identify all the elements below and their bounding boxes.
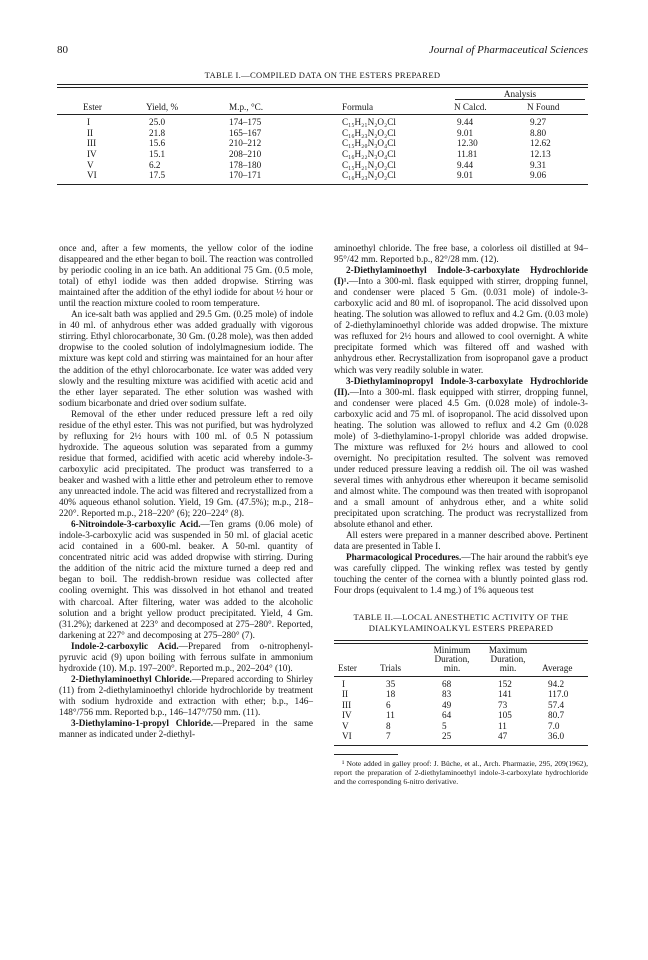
- table2-header-cell: Minimum Duration, min.: [433, 644, 471, 673]
- section-heading: 6-Nitroindole-3-carboxylic Acid.: [71, 520, 201, 531]
- section-heading: 2-Diethylaminoethyl Chloride.: [71, 674, 192, 685]
- table2-cell: 25: [442, 731, 452, 742]
- table1-cell: V: [87, 159, 94, 170]
- table2-cell: IV: [342, 710, 352, 721]
- table2-cell: 5: [442, 720, 447, 731]
- table1-header-cell: Yield, %: [146, 102, 179, 112]
- table2-body: [334, 679, 588, 743]
- table2-header: [334, 644, 588, 676]
- table1-bottom-rule: [57, 184, 588, 185]
- table1-cell: 15.1: [149, 149, 166, 160]
- paragraph: 3-Diethylamino-1-propyl Chloride.—Prepared in the same manner as indicated under 2-diethyl-: [59, 719, 313, 741]
- table2-header-cell: Trials: [380, 662, 402, 673]
- table1-cell: 8.80: [530, 127, 547, 138]
- table1-cell: 25.0: [149, 117, 166, 127]
- section-heading: Indole-2-carboxylic Acid.: [71, 641, 179, 652]
- table2-cell: I: [342, 678, 346, 689]
- table2-cell: 141: [498, 689, 512, 700]
- table1-caption: TABLE I.—COMPILED DATA ON THE ESTERS PREPARED: [204, 70, 441, 80]
- table1-cell: 9.31: [530, 159, 547, 170]
- table2-cell: 73: [498, 699, 508, 710]
- footnote: ¹ Note added in galley proof: J. Büche, et al., Arch. Pharmazie, 295, 209(1962), report the preparation of 2-diethylaminoethyl indole-3-carboxylate hydrochloride and the corresponding 6-nitro derivative.: [334, 759, 588, 787]
- table2: [334, 640, 588, 747]
- page-header: [57, 44, 588, 60]
- table2-cell: 105: [498, 710, 512, 721]
- table1-cell: 178–180: [229, 159, 262, 170]
- table2-bottom-rule: [334, 745, 588, 746]
- paragraph: once and, after a few moments, the yellow color of the iodine disappeared and the ether began to boil. The reaction was controlled by periodic cooling in an ice bath. An additional 75 Gm. (0.5 mole, total) of ethyl iodide was then added dropwise. Stirring was maintained after the addition of the ethyl iodide for about ½ hour or until the reaction mixture cooled to room temperature.: [59, 244, 313, 310]
- table1-cell: C₁₆H₂₂N₃O₄Cl: [342, 149, 396, 160]
- table1-row: [57, 128, 588, 139]
- table1-cell: 210–212: [229, 138, 262, 149]
- table2-row: [334, 710, 588, 721]
- table2-cell: 80.7: [548, 710, 565, 721]
- table1-cell: 9.44: [457, 117, 474, 127]
- section-heading: 3-Diethylaminopropyl Indole-3-carboxylate Hydrochloride (II).: [334, 376, 588, 398]
- paragraph: 6-Nitroindole-3-carboxylic Acid.—Ten grams (0.06 mole) of indole-3-carboxylic acid was suspended in 50 ml. of glacial acetic acid contained in a 600-ml. beaker. A 50-ml. quantity of concentrated nitric acid was added dropwise with stirring. During the addition of the nitric acid the mixture turned a deep red and began to boil. The reddish-brown residue was collected after cooling overnight. This was dissolved in hot ethanol and treated with charcoal. After filtering, water was added to the alcoholic solution and a bright yellow product precipitated. Yield, 4 Gm. (31.2%); darkened at 223° and decomposed at 275–280°. Reported, darkening at 227° and decomposing at 275–280° (7).: [59, 520, 313, 641]
- paragraph: An ice-salt bath was applied and 29.5 Gm. (0.25 mole) of indole in 40 ml. of anhydrous ether was added gradually with vigorous stirring. Ethyl chlorocarbonate, 30 Gm. (0.28 mole), was then added dropwise to the cooled solution of indolylmagnesium iodide. The mixture was kept cold and stirring was maintained for an hour after the addition of the ethyl chlorocarbonate. Ice water was added very slowly and the resulting mixture was acidified with acetic acid and the ether layer separated. The ether solution was washed with sodium bicarbonate and dried over sodium sulfate.: [59, 310, 313, 409]
- table2-row: [334, 689, 588, 700]
- table1: [57, 84, 588, 185]
- table1-cell: C₁₆H₂₃N₂O₂Cl: [342, 127, 396, 138]
- table1-cell: C₁₅H₂₁N₂O₂Cl: [342, 117, 396, 127]
- paragraph: All esters were prepared in a manner described above. Pertinent data are presented in Table I.: [334, 531, 588, 553]
- paragraph: Removal of the ether under reduced pressure left a red oily residue of the ethyl ester. This was not purified, but was hydrolyzed by refluxing for 2½ hours with 100 ml. of 0.5 N potassium hydroxide. The aqueous solution was separated from a gummy residue that formed, acidified with acetic acid whereby indole-3-carboxylic acid precipitated. The product was transferred to a beaker and washed with a little ether and petroleum ether to remove any unreacted indole. The acid was filtered and recrystallized from a 40% aqueous ethanol solution. Yield, 19 Gm. (47.5%); m.p., 218–220°. Reported m.p., 218–220° (6); 220–224° (8).: [59, 409, 313, 520]
- table1-cell: 17.5: [149, 170, 166, 181]
- table1-cell: IV: [87, 149, 97, 160]
- table1-analysis-label: Analysis: [455, 90, 585, 100]
- table2-cell: 6: [386, 699, 391, 710]
- section-heading: Pharmacological Procedures.: [346, 553, 462, 564]
- paragraph: aminoethyl chloride. The free base, a colorless oil distilled at 94–95°/42 mm. Reported b.p., 82°/28 mm. (12).: [334, 244, 588, 266]
- table2-cell: 35: [386, 678, 396, 689]
- table1-cell: 15.6: [149, 138, 166, 149]
- table1-cell: 170–171: [229, 170, 262, 181]
- page-number: 80: [57, 44, 68, 56]
- table2-row: [334, 731, 588, 742]
- table1-header-cell: Ester: [83, 102, 102, 112]
- table1-header-cell: Formula: [342, 102, 374, 112]
- table1-cell: 12.30: [457, 138, 478, 149]
- table2-cell: 64: [442, 710, 452, 721]
- table1-header-cell: M.p., °C.: [229, 102, 264, 112]
- table2-row: [334, 700, 588, 711]
- table2-cell: 11: [386, 710, 395, 721]
- table2-header-cell: Ester: [338, 662, 357, 673]
- table2-cell: III: [342, 699, 352, 710]
- table2-cell: 49: [442, 699, 452, 710]
- table2-caption: TABLE II.—LOCAL ANESTHETIC ACTIVITY OF THE DIALKYLAMINOALKYL ESTERS PREPARED: [353, 611, 569, 633]
- table2-cell: 8: [386, 720, 391, 731]
- table1-cell: 9.27: [530, 117, 547, 127]
- table1-row: [57, 149, 588, 160]
- table2-cell: II: [342, 689, 349, 700]
- table2-header-cell: Average: [542, 662, 573, 673]
- table1-row: [57, 117, 588, 128]
- journal-title: Journal of Pharmaceutical Sciences: [428, 44, 588, 56]
- table2-cell: 36.0: [548, 731, 565, 742]
- table1-cell: II: [87, 127, 94, 138]
- table2-cell: VI: [342, 731, 352, 742]
- table2-cell: 117.0: [548, 689, 569, 700]
- table2-top-rule: [334, 640, 588, 641]
- table2-cell: 7.0: [548, 720, 560, 731]
- table1-cell: 208–210: [229, 149, 262, 160]
- table1-cell: III: [87, 138, 97, 149]
- paragraph: Indole-2-carboxylic Acid.—Prepared from o-nitrophenyl-pyruvic acid (9) upon boiling with ferrous sulfate in ammonium hydroxide (10). M.p. 197–200°. Reported m.p., 202–204° (10).: [59, 641, 313, 674]
- paragraph: Pharmacological Procedures.—The hair around the rabbit's eye was carefully clipped. The winking reflex was tested by gently touching the center of the cornea with a bluntly pointed glass rod. Four drops (equivalent to 1.4 mg.) of 1% aqueous test: [334, 553, 588, 597]
- section-heading: 3-Diethylamino-1-propyl Chloride.: [71, 719, 214, 730]
- table2-cell: V: [342, 720, 349, 731]
- table1-cell: 174–175: [229, 117, 262, 127]
- table1-row: [57, 138, 588, 149]
- section-heading: 2-Diethylaminoethyl Indole-3-carboxylate Hydrochloride (I)¹.: [334, 266, 588, 288]
- table2-row: [334, 721, 588, 732]
- table1-cell: 12.62: [530, 138, 551, 149]
- table1-body: [57, 117, 588, 181]
- table2-header-cell: Maximum Duration, min.: [488, 644, 528, 673]
- left-column: [59, 244, 313, 741]
- table2-cell: 152: [498, 678, 512, 689]
- table1-header-cell: N Calcd.: [454, 102, 487, 112]
- table2-row: [334, 679, 588, 690]
- table1-row: [57, 160, 588, 171]
- table1-cell: 11.81: [457, 149, 478, 160]
- table1-cell: 9.01: [457, 170, 474, 181]
- table1-header-cell: N Found: [527, 102, 560, 112]
- right-column: [334, 244, 588, 787]
- table2-cell: 68: [442, 678, 452, 689]
- table1-cell: C₁₅H₂₀N₃O₄Cl: [342, 138, 396, 149]
- paragraph: 2-Diethylaminoethyl Indole-3-carboxylate Hydrochloride (I)¹.—Into a 300-ml. flask equipped with stirrer, dropping funnel, and condenser were placed 5 Gm. (0.031 mole) of indole-3-carboxylic acid and 80 ml. of isopropanol. The acid dissolved upon heating. The solution was allowed to reflux and 4.2 Gm. (0.03 mole) of 2-diethylaminoethyl chloride was added dropwise. The mixture was refluxed for 2½ hours and allowed to cool overnight. A white precipitate formed which was filtered off and washed with anhydrous ether. Recrystallization from isopropanol gave a product which was very readily soluble in water.: [334, 266, 588, 376]
- table1-cell: 9.01: [457, 127, 474, 138]
- table1-cell: C₁₅H₂₁N₂O₂Cl: [342, 159, 396, 170]
- table1-cell: 6.2: [149, 159, 161, 170]
- table1-header: [57, 88, 588, 114]
- table2-cell: 57.4: [548, 699, 565, 710]
- table2-cell: 47: [498, 731, 508, 742]
- table2-cell: 18: [386, 689, 396, 700]
- table1-cell: C₁₆H₂₃N₂O₂Cl: [342, 170, 396, 181]
- table2-cell: 11: [498, 720, 507, 731]
- table2-cell: 94.2: [548, 678, 565, 689]
- footnote-rule: [334, 754, 398, 755]
- table1-row: [57, 170, 588, 181]
- paragraph: 3-Diethylaminopropyl Indole-3-carboxylate Hydrochloride (II).—Into a 300-ml. flask equipped with stirrer, dropping funnel, and condenser were placed 4.5 Gm. (0.028 mole) of indole-3-carboxylic acid and 75 ml. of isopropanol. The acid dissolved upon heating. The solution was allowed to reflux and 4.2 Gm (0.028 mole) of 3-diethylamino-1-propyl chloride was added dropwise. The mixture was refluxed for 2½ hours and allowed to cool overnight. No precipitation resulted. The solvent was removed under reduced pressure leaving a reddish oil. The oil was washed several times with anhydrous ether whereupon it became semisolid and almost white. The compound was then treated with isopropanol and a small amount of anhydrous ether, and a white solid precipitated upon scratching. The product was recrystallized from absolute ethanol and ether.: [334, 376, 588, 531]
- table1-cell: 21.8: [149, 127, 166, 138]
- table1-top-rule: [57, 84, 588, 85]
- paragraph: 2-Diethylaminoethyl Chloride.—Prepared according to Shirley (11) from 2-diethylaminoethyl chloride hydrochloride by treatment with sodium hydroxide and extraction with ether; b.p., 146–148°/756 mm. Reported b.p., 146–147°/750 mm. (11).: [59, 674, 313, 718]
- table1-cell: 12.13: [530, 149, 551, 160]
- table1-cell: I: [87, 117, 91, 127]
- table2-cell: 7: [386, 731, 391, 742]
- table1-cell: 165–167: [229, 127, 262, 138]
- table1-cell: 9.06: [530, 170, 547, 181]
- table2-cell: 83: [442, 689, 452, 700]
- table1-cell: 9.44: [457, 159, 474, 170]
- table1-cell: VI: [87, 170, 97, 181]
